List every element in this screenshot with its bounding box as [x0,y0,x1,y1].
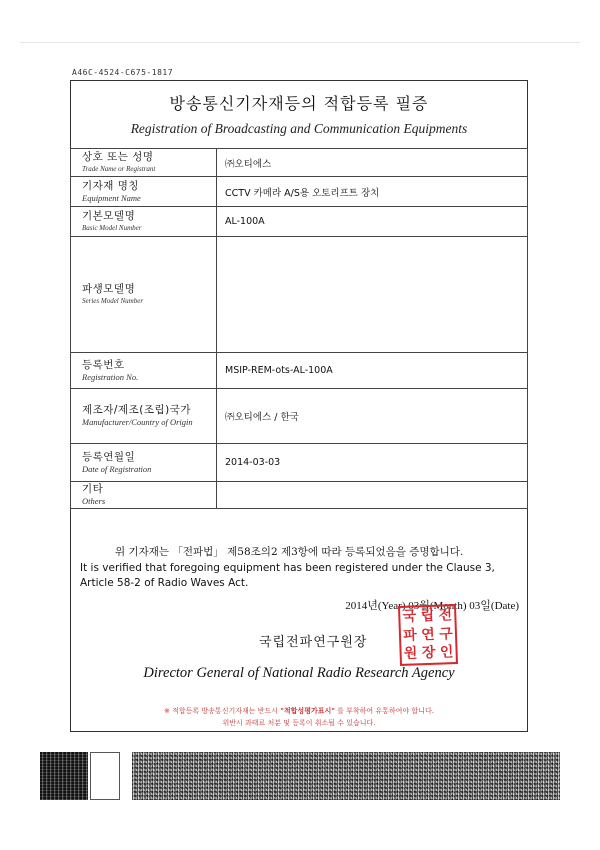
blank-box [90,752,120,800]
seal-char: 연 [420,626,436,643]
seal-char: 립 [420,607,435,625]
value-series-model [217,237,528,353]
seal-char: 전 [438,607,453,624]
document-code: A46C-4524-C675-1817 [72,68,174,77]
compliance-notice [71,705,527,729]
table-row-series-model [71,237,528,353]
table-row-registration-date [71,444,528,482]
table-row-others [71,482,528,509]
seal-char: 원 [403,645,418,663]
value-others [217,482,528,509]
table-row-equipment-name [71,177,528,207]
official-seal-stamp [398,604,458,666]
seal-char: 파 [402,627,418,644]
label-registration-date-en: Date of Registration [82,463,152,474]
statement-english: It is verified that foregoing equipment has been registered under the Clause 3, Article 58-2 of Radio Waves Act. [80,562,495,589]
table-row-basic-model [71,207,528,237]
notice-line-2: 위반시 과태료 처분 및 등록이 취소될 수 있습니다. [222,719,376,727]
security-pattern-strip [132,752,560,800]
registration-table [70,148,528,509]
seal-char: 구 [438,625,454,643]
value-registration-no: MSIP-REM-ots-AL-100A [217,353,528,389]
top-divider [20,42,580,43]
label-equipment-name-ko: 기자재 명칭 [82,179,140,192]
label-registration-no-ko: 등록번호 [82,358,125,371]
issuer-korean: 국립전파연구원장 [259,635,368,650]
label-series-model-en: Series Model Number [82,296,144,305]
value-registration-date: 2014-03-03 [217,444,528,482]
label-manufacturer-ko: 제조자/제조(조립)국가 [82,404,192,416]
label-manufacturer-en: Manufacturer/Country of Origin [82,417,193,427]
label-others-ko: 기타 [82,483,104,495]
notice-line-1: ※ 적합등록 방송통신기자재는 반드시 "적합성평가표시" 를 부착하여 유통하여야 합니다. [164,707,434,715]
title-english: Registration of Broadcasting and Communication Equipments [130,121,468,136]
seal-char: 인 [439,644,454,661]
label-equipment-name-en: Equipment Name [82,192,141,203]
title-korean: 방송통신기자재등의 적합등록 필증 [169,94,429,113]
value-manufacturer: ㈜오티에스 / 한국 [217,389,528,444]
label-trade-name-en: Trade Name or Registrant [82,164,156,173]
table-row-registration-no [71,353,528,389]
statement-korean: 위 기자재는 「전파법」 제58조의2 제3항에 따라 등록되었음을 증명합니다. [115,546,464,558]
label-series-model-ko: 파생모델명 [82,282,136,295]
issue-date: 2014년(Year) 03월(Month) 03일(Date) [345,600,519,612]
issuer-english: Director General of National Radio Research Agency [143,665,455,681]
value-basic-model: AL-100A [217,207,528,237]
seal-char: 국 [402,608,417,625]
label-others-en: Others [82,496,106,506]
certificate-frame [70,80,528,732]
table-row-manufacturer [71,389,528,444]
table-row-trade-name [71,149,528,177]
label-basic-model-ko: 기본모델명 [82,209,136,222]
barcode-block-icon [40,752,88,800]
label-registration-date-ko: 등록연월일 [82,450,136,463]
seal-char: 장 [421,645,436,662]
value-equipment-name: CCTV 카메라 A/S용 오토리프트 장치 [217,177,528,207]
value-trade-name: ㈜오티에스 [217,149,528,177]
label-basic-model-en: Basic Model Number [82,223,142,232]
label-trade-name-ko: 상호 또는 성명 [82,150,154,163]
label-registration-no-en: Registration No. [82,371,139,382]
